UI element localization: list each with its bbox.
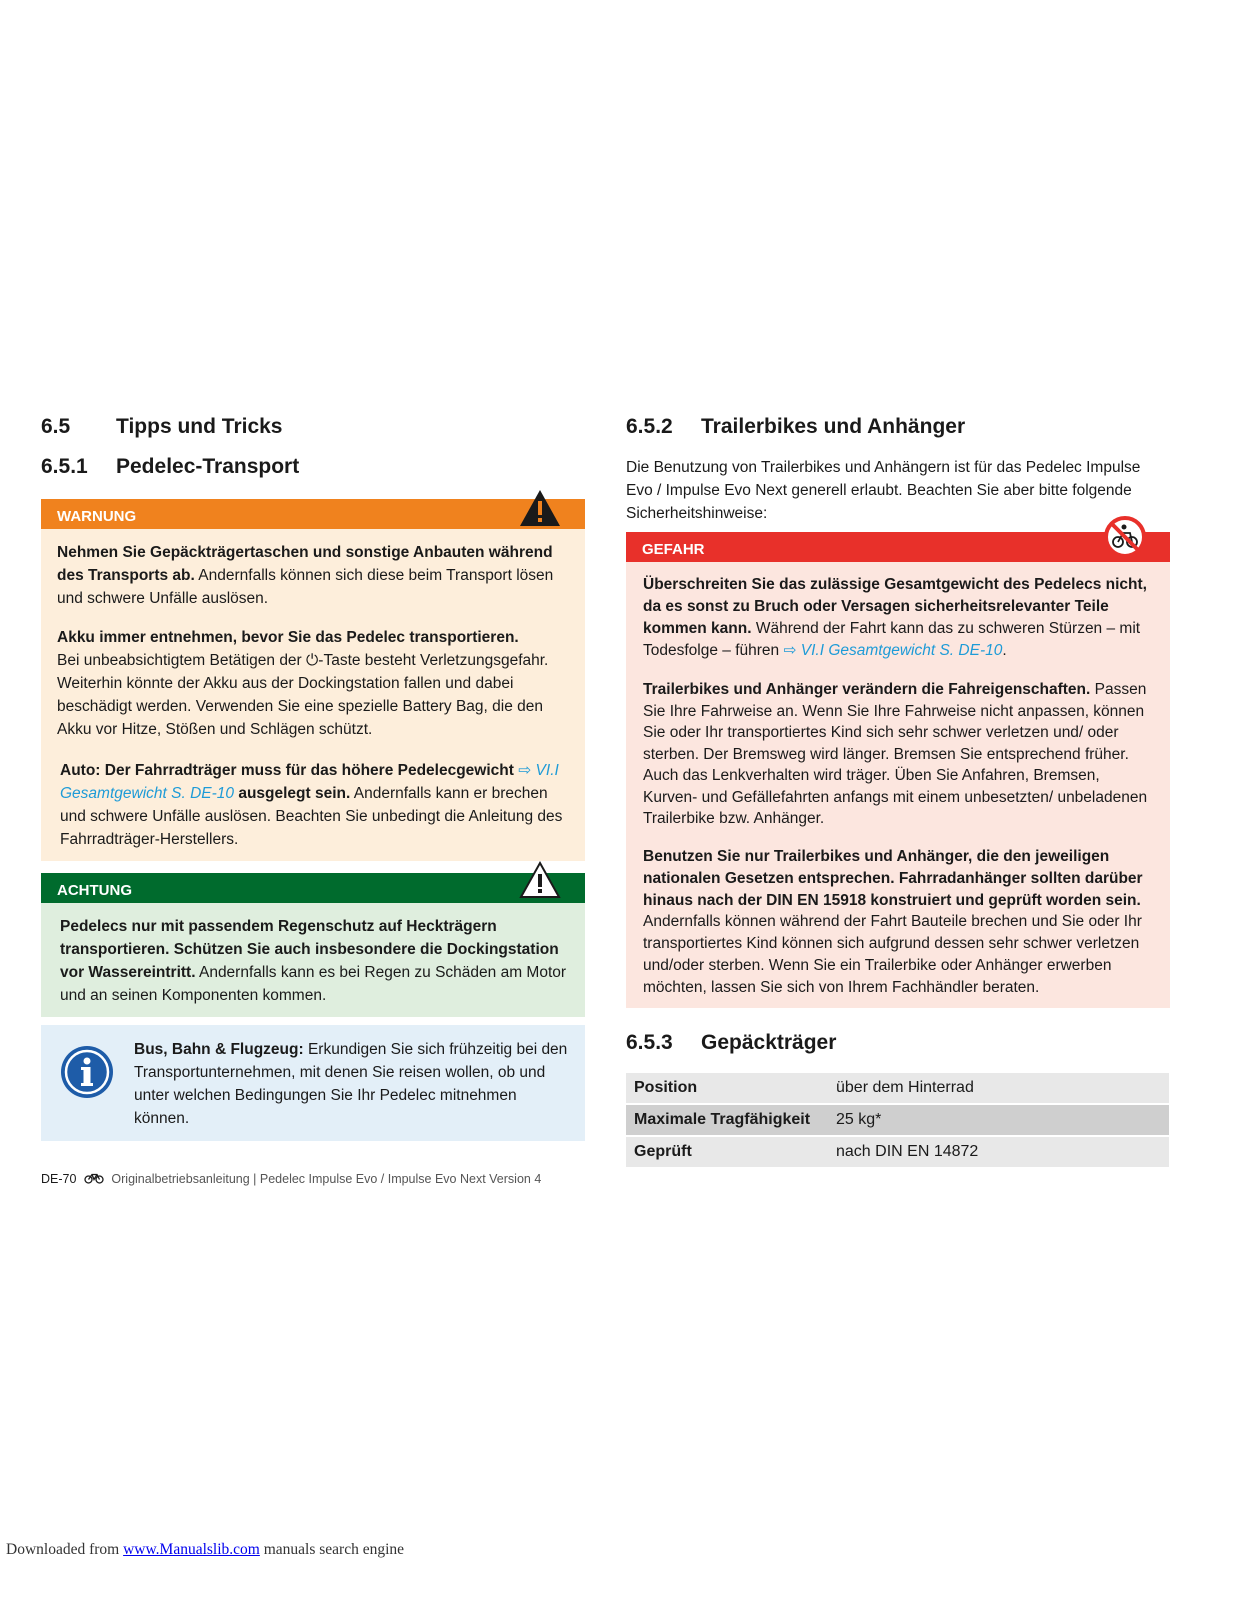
danger-p1-bold: Überschreiten Sie das zulässige Gesamtgewicht des Pedelecs nicht, da es sonst zu Bruch oder Versagen sicherheitsrelevanter Teile kommen kann. <box>643 576 1147 637</box>
table-row <box>626 1072 1169 1104</box>
section-number: 6.5.1 <box>41 455 88 478</box>
section-title: Gepäckträger <box>701 1031 837 1054</box>
footer-text: Originalbetriebsanleitung | Pedelec Impulse Evo / Impulse Evo Next Version 4 <box>111 1172 542 1186</box>
table-value: nach DIN EN 14872 <box>828 1136 1169 1167</box>
section-title: Tipps und Tricks <box>116 415 283 438</box>
no-trailer-icon <box>1104 516 1146 558</box>
warning-p3-text: Andernfalls kann er brechen und schwere Unfälle auslösen. Beachten Sie unbedingt die Anleitung des Fahrradträger-Herstellers. <box>60 785 563 848</box>
caution-triangle-icon <box>519 860 561 900</box>
section-heading-6-5-3 <box>626 1031 836 1055</box>
link-arrow-icon: ⇨ <box>518 762 532 779</box>
info-icon <box>59 1044 115 1100</box>
warning-paragraph-1 <box>57 541 572 610</box>
danger-p1-end: . <box>1002 642 1007 659</box>
section-number: 6.5 <box>41 415 71 438</box>
warning-triangle-icon <box>518 488 562 528</box>
caution-bold: Pedelecs nur mit passendem Regenschutz auf Heckträgern transportieren. Schützen Sie auch insbesondere die Dockingstation vor Wassereintritt. <box>60 918 559 981</box>
table-value: 25 kg* <box>828 1104 1169 1136</box>
section-heading-6-5-1 <box>41 455 299 479</box>
warning-box <box>41 499 585 861</box>
danger-paragraph-1 <box>643 574 1158 662</box>
link-arrow-icon: ⇨ <box>783 642 797 659</box>
section-number: 6.5.2 <box>626 415 673 438</box>
danger-p3-bold: Benutzen Sie nur Trailerbikes und Anhänger, die den jeweiligen nationalen Gesetzen entsprechen. Fahrradanhänger sollten darüber hinaus nach der DIN EN 15918 konstruiert und geprüft worden sein. <box>643 848 1143 909</box>
table-key: Geprüft <box>626 1136 828 1167</box>
danger-p2-bold: Trailerbikes und Anhänger verändern die Fahreigenschaften. <box>643 681 1091 698</box>
warning-paragraph-2 <box>57 626 572 741</box>
caution-header <box>41 873 585 903</box>
danger-p2-text: Passen Sie Ihre Fahrweise an. Wenn Sie Ihre Fahrweise nicht anpassen, können Sie oder Ihr transportiertes Kind sich sehr schwer verletzen und/ oder sterben. Der Bremsweg wird länger. Bremsen Sie entsprechend früher. Auch das Lenkverhalten wird träger. Üben Sie Anfahren, Bremsen, Kurven- und Gefällefahrten anfangs mit einem unbesetzten/ unbeladenen Trailerbike bzw. Anhänger. <box>643 681 1148 827</box>
info-text: Erkundigen Sie sich frühzeitig bei den Transportunternehmen, mit denen Sie reisen wollen, ob und unter welchen Bedingungen Sie Ihr Pedelec mitnehmen können. <box>134 1041 568 1127</box>
danger-p1-text: Während der Fahrt kann das zu schweren Stürzen – mit Todesfolge – führen <box>643 620 1141 659</box>
danger-paragraph-2 <box>643 679 1158 830</box>
download-suffix: manuals search engine <box>259 1541 405 1558</box>
caution-text: Andernfalls kann es bei Regen zu Schäden am Motor und an seinen Komponenten kommen. <box>60 964 567 1004</box>
warning-paragraph-3 <box>60 759 572 851</box>
warning-p2-text: -Taste besteht Verletzungsgefahr. Weiterhin könnte der Akku aus der Dockingstation fallen und dabei beschädigt werden. Verwenden Sie eine spezielle Battery Bag, die den Akku vor Hitze, Stößen und Schlägen schützt. <box>57 652 549 738</box>
table-key: Position <box>626 1072 828 1104</box>
warning-header <box>41 499 585 529</box>
danger-p3-text: Andernfalls können während der Fahrt Bauteile brechen und Sie oder Ihr transportiertes Kind können sich aufgrund dessen sehr schwer verletzen und/oder sterben. Wenn Sie ein Trailerbike oder Anhänger erwerben möchten, lassen Sie sich von Ihrem Fachhändler beraten. <box>643 913 1142 996</box>
warning-p2-bold: Akku immer entnehmen, bevor Sie das Pedelec transportieren. <box>57 629 519 646</box>
table-key: Maximale Tragfähigkeit <box>626 1104 828 1136</box>
table-row <box>626 1104 1169 1136</box>
link-gesamtgewicht[interactable]: VI.I Gesamtgewicht S. DE-10 <box>800 642 1003 659</box>
section-title: Pedelec-Transport <box>116 455 300 478</box>
warning-p1-bold: Nehmen Sie Gepäckträgertaschen und sonstige Anbauten während des Transports ab. <box>57 544 553 584</box>
page-footer <box>41 1172 541 1186</box>
warning-p3-bold2: ausgelegt sein. <box>238 785 351 802</box>
caution-label: ACHTUNG <box>57 882 132 899</box>
download-prefix: Downloaded from <box>6 1541 124 1558</box>
page-number: DE-70 <box>41 1172 77 1186</box>
section-heading-6-5 <box>41 415 282 439</box>
warning-label: WARNUNG <box>57 508 137 525</box>
caution-paragraph <box>60 915 572 1007</box>
table-row <box>626 1136 1169 1167</box>
spec-table <box>626 1071 1169 1167</box>
danger-label: GEFAHR <box>642 541 705 558</box>
link-gesamtgewicht[interactable]: VI.I Gesamtgewicht S. DE-10 <box>60 762 559 802</box>
section-heading-6-5-2 <box>626 415 965 439</box>
download-notice <box>6 1541 404 1559</box>
warning-p2-pre: Bei unbeabsichtigtem Betätigen der <box>57 652 307 669</box>
info-bold: Bus, Bahn & Flugzeug: <box>134 1041 304 1058</box>
info-paragraph <box>134 1038 574 1130</box>
caution-box <box>41 873 585 1017</box>
section-number: 6.5.3 <box>626 1031 673 1054</box>
table-value: über dem Hinterrad <box>828 1072 1169 1104</box>
intro-paragraph <box>626 456 1170 525</box>
danger-box <box>626 532 1170 1008</box>
danger-paragraph-3 <box>643 846 1158 999</box>
info-box <box>41 1025 585 1141</box>
intro-text: Die Benutzung von Trailerbikes und Anhängern ist für das Pedelec Impulse Evo / Impulse Evo Next generell erlaubt. Beachten Sie aber bitte folgende Sicherheitshinweise: <box>626 459 1141 522</box>
danger-header <box>626 532 1170 562</box>
section-title: Trailerbikes und Anhänger <box>701 415 966 438</box>
manualslib-link[interactable]: www.Manualslib.com <box>123 1541 260 1558</box>
power-icon: ⏻ <box>306 652 319 669</box>
bicycle-icon <box>84 1172 104 1184</box>
warning-p3-bold: Auto: Der Fahrradträger muss für das höhere Pedelecgewicht <box>60 762 514 779</box>
warning-p1-text: Andernfalls können sich diese beim Transport lösen und schwere Unfälle auslösen. <box>57 567 554 607</box>
